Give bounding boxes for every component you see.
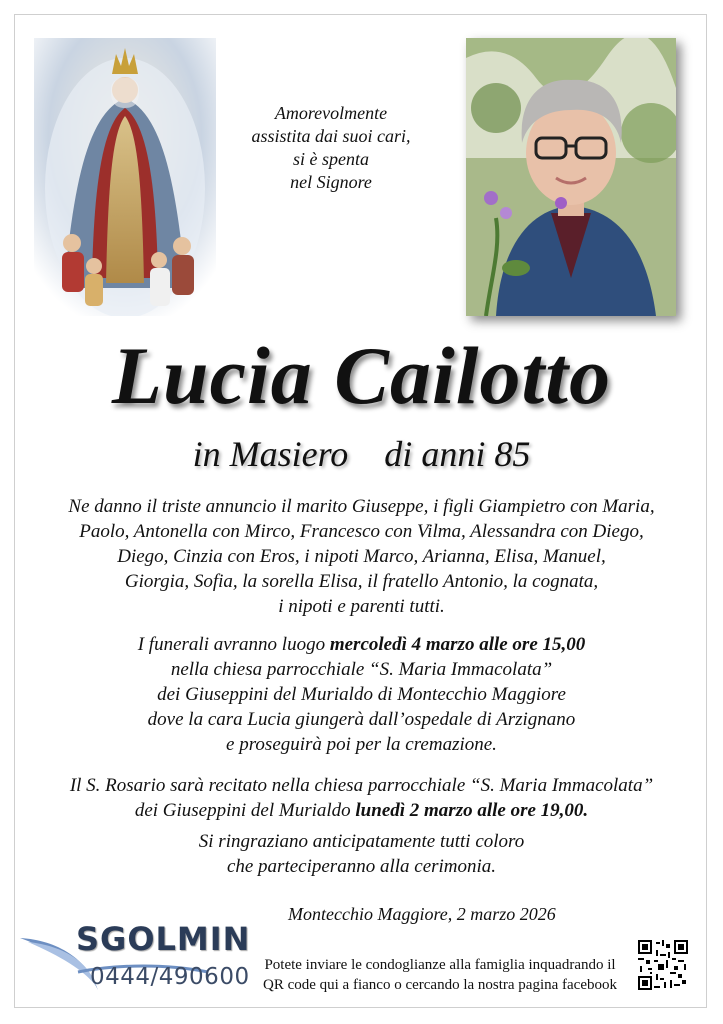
announcement-paragraph	[20, 494, 703, 619]
condolences-note	[250, 955, 630, 995]
place-date: Montecchio Maggiore, 2 marzo 2026	[288, 904, 556, 924]
madonna-image	[34, 38, 216, 316]
intro-line: nel Signore	[290, 172, 372, 192]
intro-line: Amorevolmente	[274, 103, 388, 123]
announcement-line: Giorgia, Sofia, la sorella Elisa, il fratello Antonio, la cognata,	[124, 571, 599, 592]
portrait-photo	[466, 38, 676, 316]
funeral-line: e proseguirà poi per la cremazione.	[226, 734, 497, 755]
funeral-line	[20, 632, 703, 657]
announcement-line: Paolo, Antonella con Mirco, Francesco con Vilma, Alessandra con Diego,	[79, 521, 644, 542]
funeral-datetime: mercoledì 4 marzo alle ore 15,00	[329, 634, 586, 655]
funeral-prefix: I funerali avranno luogo	[137, 634, 330, 655]
agency-logo	[18, 920, 251, 1000]
funeral-line: dove la cara Lucia giungerà dall’ospedale di Arzignano	[147, 709, 576, 730]
rosary-line	[20, 798, 703, 823]
announcement-line: Ne danno il triste annuncio il marito Giuseppe, i figli Giampietro con Maria,	[68, 496, 655, 517]
announcement-line: Diego, Cinzia con Eros, i nipoti Marco, Arianna, Elisa, Manuel,	[117, 546, 606, 567]
rosary-datetime: lunedì 2 marzo alle ore 19,00.	[355, 800, 589, 821]
funeral-line: dei Giuseppini del Murialdo di Montecchio Maggiore	[157, 684, 566, 705]
agency-phone: 0444/490600	[90, 964, 250, 990]
rosary-prefix: dei Giuseppini del Murialdo	[134, 800, 356, 821]
intro-line: si è spenta	[293, 149, 369, 169]
announcement-line: i nipoti e parenti tutti.	[278, 596, 445, 617]
condolences-line: Potete inviare le condoglianze alla famiglia inquadrando il	[264, 957, 616, 973]
condolences-line: QR code qui a fianco o cercando la nostra pagina facebook	[262, 977, 618, 993]
agency-name: SGOLMIN	[76, 920, 251, 958]
thanks-paragraph	[20, 829, 703, 879]
funeral-paragraph	[20, 632, 703, 757]
rosary-line: Il S. Rosario sarà recitato nella chiesa parrocchiale “S. Maria Immacolata”	[69, 775, 654, 796]
qr-code-icon[interactable]	[638, 940, 688, 990]
thanks-line: Si ringraziano anticipatamente tutti coloro	[198, 831, 525, 852]
thanks-line: che parteciperanno alla cerimonia.	[226, 856, 497, 877]
intro-text	[226, 102, 436, 194]
intro-line: assistita dai suoi cari,	[251, 126, 411, 146]
deceased-subline: in Masiero di anni 85	[192, 434, 531, 474]
funeral-line: nella chiesa parrocchiale “S. Maria Immacolata”	[170, 659, 553, 680]
rosary-paragraph	[20, 773, 703, 823]
deceased-name: Lucia Cailotto	[111, 330, 612, 421]
